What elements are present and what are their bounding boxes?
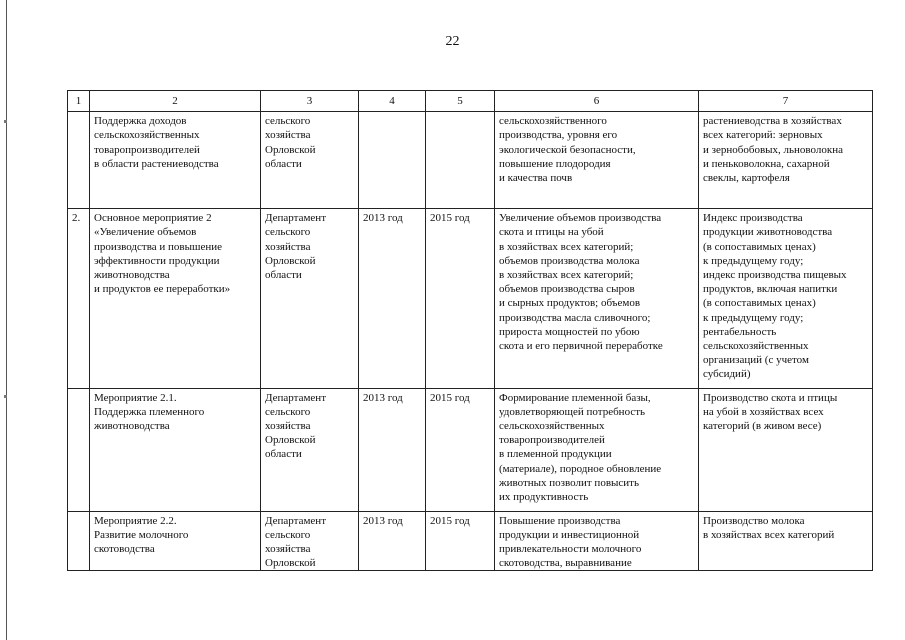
- measure-name-cell: Основное мероприятие 2 «Увеличение объемов производства и повышение эффективности продукции животноводства и продуктов ее переработки»: [90, 209, 261, 388]
- indicator-cell: Производство скота и птицы на убой в хозяйствах всех категорий (в живом весе): [699, 388, 873, 511]
- end-year-cell: [426, 112, 495, 209]
- indicator-cell: растениеводства в хозяйствах всех категорий: зерновых и зернобобовых, льноволокна и пеньковолокна, сахарной свеклы, картофеля: [699, 112, 873, 209]
- column-header: 1: [68, 91, 90, 112]
- expected-result-cell: Повышение производства продукции и инвестиционной привлекательности молочного скотоводства, выравнивание: [495, 511, 699, 571]
- start-year-cell: [359, 112, 426, 209]
- executor-cell: Департамент сельского хозяйства Орловской: [261, 511, 359, 571]
- expected-result-cell: сельскохозяйственного производства, уровня его экологической безопасности, повышение плодородия и качества почв: [495, 112, 699, 209]
- row-number-cell: [68, 388, 90, 511]
- indicator-cell: Индекс производства продукции животноводства (в сопоставимых ценах) к предыдущему году; индекс производства пищевых продуктов, включая напитки (в сопоставимых ценах) к предыдущему году; рентабельность сельскохозяйственных организаций (с учетом субсидий): [699, 209, 873, 388]
- start-year-cell: 2013 год: [359, 209, 426, 388]
- scan-speck: [4, 395, 7, 398]
- column-header: 6: [495, 91, 699, 112]
- table-row: [68, 388, 873, 511]
- measure-name-cell: Мероприятие 2.1. Поддержка племенного животноводства: [90, 388, 261, 511]
- row-number-cell: 2.: [68, 209, 90, 388]
- expected-result-cell: Увеличение объемов производства скота и птицы на убой в хозяйствах всех категорий; объемов производства молока в хозяйствах всех категорий; объемов производства сыров и сырных продуктов; объемов производства масла сливочного; прироста мощностей по убою скота и его первичной переработке: [495, 209, 699, 388]
- end-year-cell: 2015 год: [426, 388, 495, 511]
- program-table: [67, 90, 873, 571]
- indicator-cell: Производство молока в хозяйствах всех категорий: [699, 511, 873, 571]
- column-header: 3: [261, 91, 359, 112]
- scan-margin-line: [6, 0, 7, 640]
- header-row: [68, 91, 873, 112]
- column-header: 2: [90, 91, 261, 112]
- start-year-cell: 2013 год: [359, 511, 426, 571]
- end-year-cell: 2015 год: [426, 209, 495, 388]
- table-row: [68, 209, 873, 388]
- measure-name-cell: Мероприятие 2.2. Развитие молочного скотоводства: [90, 511, 261, 571]
- table-row: [68, 511, 873, 571]
- column-header: 5: [426, 91, 495, 112]
- page-number: 22: [445, 34, 460, 49]
- row-number-cell: [68, 112, 90, 209]
- row-number-cell: [68, 511, 90, 571]
- expected-result-cell: Формирование племенной базы, удовлетворяющей потребность сельскохозяйственных товаропроизводителей в племенной продукции (материале), породное обновление животных позволит повысить их продуктивность: [495, 388, 699, 511]
- executor-cell: Департамент сельского хозяйства Орловской области: [261, 209, 359, 388]
- start-year-cell: 2013 год: [359, 388, 426, 511]
- scan-speck: [4, 120, 7, 123]
- executor-cell: Департамент сельского хозяйства Орловской области: [261, 388, 359, 511]
- table-row: [68, 112, 873, 209]
- executor-cell: сельского хозяйства Орловской области: [261, 112, 359, 209]
- column-header: 4: [359, 91, 426, 112]
- end-year-cell: 2015 год: [426, 511, 495, 571]
- measure-name-cell: Поддержка доходов сельскохозяйственных товаропроизводителей в области растениеводства: [90, 112, 261, 209]
- column-header: 7: [699, 91, 873, 112]
